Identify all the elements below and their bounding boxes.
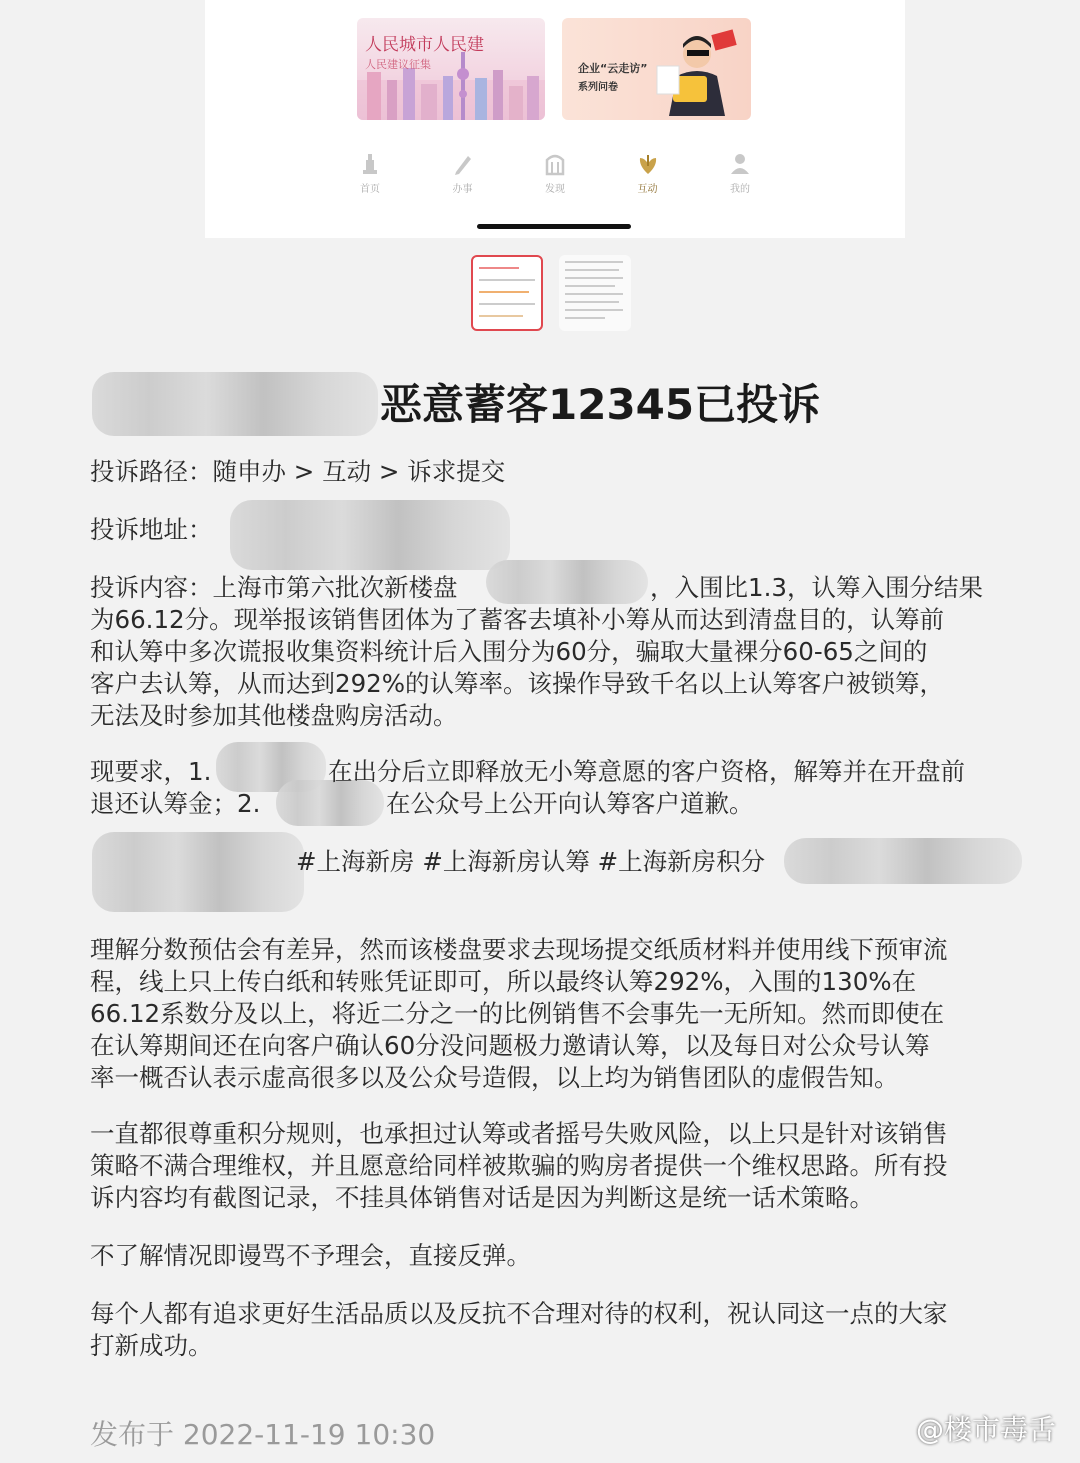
app-screenshot <box>205 0 905 238</box>
redacted-block <box>230 500 510 570</box>
image-thumbnail-selected[interactable] <box>471 255 543 331</box>
tab-discover-label: 发现 <box>545 184 565 195</box>
tab-interact-label: 互动 <box>637 184 658 195</box>
discover-icon <box>544 152 566 176</box>
banner-right-subtitle: 系列问卷 <box>578 82 618 93</box>
home-indicator[interactable] <box>477 224 631 229</box>
banner-right-title: 企业“云走访” <box>578 62 648 75</box>
content-line-2: 为66.12分。现举报该销售团体为了蓄客去填补小筹从而达到清盘目的，认筹前 <box>90 605 945 634</box>
p4-line: 一直都很尊重积分规则，也承担过认筹或者摇号失败风险，以上只是针对该销售 <box>90 1119 948 1148</box>
demand-line-1b: 在出分后立即释放无小筹意愿的客户资格，解筹并在开盘前 <box>328 757 965 786</box>
p3-line: 率一概否认表示虚高很多以及公众号造假，以上均为销售团队的虚假告知。 <box>90 1063 899 1092</box>
home-icon <box>359 152 381 176</box>
banner-enterprise-visit[interactable] <box>562 18 751 120</box>
redacted-block <box>92 832 304 912</box>
redacted-block <box>784 838 1022 884</box>
banner-left-title: 人民城市人民建 <box>365 35 484 55</box>
content-line-5: 无法及时参加其他楼盘购房活动。 <box>90 701 458 730</box>
tab-mine[interactable] <box>710 152 770 202</box>
bottom-tab-bar <box>340 152 770 202</box>
publish-time: 发布于 2022-11-19 10:30 <box>90 1418 436 1451</box>
user-icon <box>729 152 751 176</box>
tab-home-label: 首页 <box>360 184 380 195</box>
tab-services-label: 办事 <box>452 184 473 195</box>
p6-line: 每个人都有追求更好生活品质以及反抗不合理对待的权利，祝认同这一点的大家 <box>90 1299 948 1328</box>
tab-services[interactable] <box>433 152 493 202</box>
p4-line: 诉内容均有截图记录，不挂具体销售对话是因为判断这是统一话术策略。 <box>90 1183 874 1212</box>
complaint-address-label: 投诉地址： <box>90 515 213 544</box>
p6-line: 打新成功。 <box>90 1331 213 1360</box>
demand-line-1a: 现要求，1. <box>90 757 212 786</box>
businessman-illustration <box>647 26 743 116</box>
article-title: 恶意蓄客12345已投诉 <box>380 380 821 429</box>
content-line-1a: 投诉内容：上海市第六批次新楼盘 <box>90 573 458 602</box>
hashtags[interactable]: #上海新房 #上海新房认筹 #上海新房积分 <box>296 847 766 876</box>
tab-interact[interactable] <box>618 152 678 202</box>
p3-line: 理解分数预估会有差异，然而该楼盘要求去现场提交纸质材料并使用线下预审流 <box>90 935 948 964</box>
demand-line-2a: 退还认筹金；2. <box>90 789 261 818</box>
tab-home[interactable] <box>340 152 400 202</box>
p3-line: 程，线上只上传白纸和转账凭证即可，所以最终认筹292%，入围的130%在 <box>90 967 917 996</box>
tab-discover[interactable] <box>525 152 585 202</box>
content-line-3: 和认筹中多次谎报收集资料统计后入围分为60分，骗取大量裸分60-65之间的 <box>90 637 928 666</box>
complaint-route: 投诉路径：随申办 > 互动 > 诉求提交 <box>90 457 506 486</box>
redacted-block <box>92 372 378 436</box>
interact-icon <box>637 152 659 176</box>
demand-line-2b: 在公众号上公开向认筹客户道歉。 <box>386 789 754 818</box>
p3-line: 66.12系数分及以上，将近二分之一的比例销售不会事先一无所知。然而即使在 <box>90 999 945 1028</box>
redacted-block <box>486 560 648 604</box>
content-line-4: 客户去认筹，从而达到292%的认筹率。该操作导致千名以上认筹客户被锁筹， <box>90 669 945 698</box>
paragraph-5: 不了解情况即谩骂不予理会，直接反弹。 <box>90 1241 531 1270</box>
p3-line: 在认筹期间还在向客户确认60分没问题极力邀请认筹，以及每日对公众号认筹 <box>90 1031 930 1060</box>
image-thumbnail[interactable] <box>559 255 631 331</box>
tab-mine-label: 我的 <box>730 184 750 195</box>
banner-people-city[interactable] <box>357 18 545 120</box>
banner-left-subtitle: 人民建议征集 <box>365 58 431 71</box>
pen-icon <box>452 152 474 176</box>
watermark: @楼市毒舌 <box>915 1413 1056 1446</box>
p4-line: 策略不满合理维权，并且愿意给同样被欺骗的购房者提供一个维权思路。所有投 <box>90 1151 948 1180</box>
content-line-1b: ，入围比1.3，认筹入围分结果 <box>650 573 983 602</box>
